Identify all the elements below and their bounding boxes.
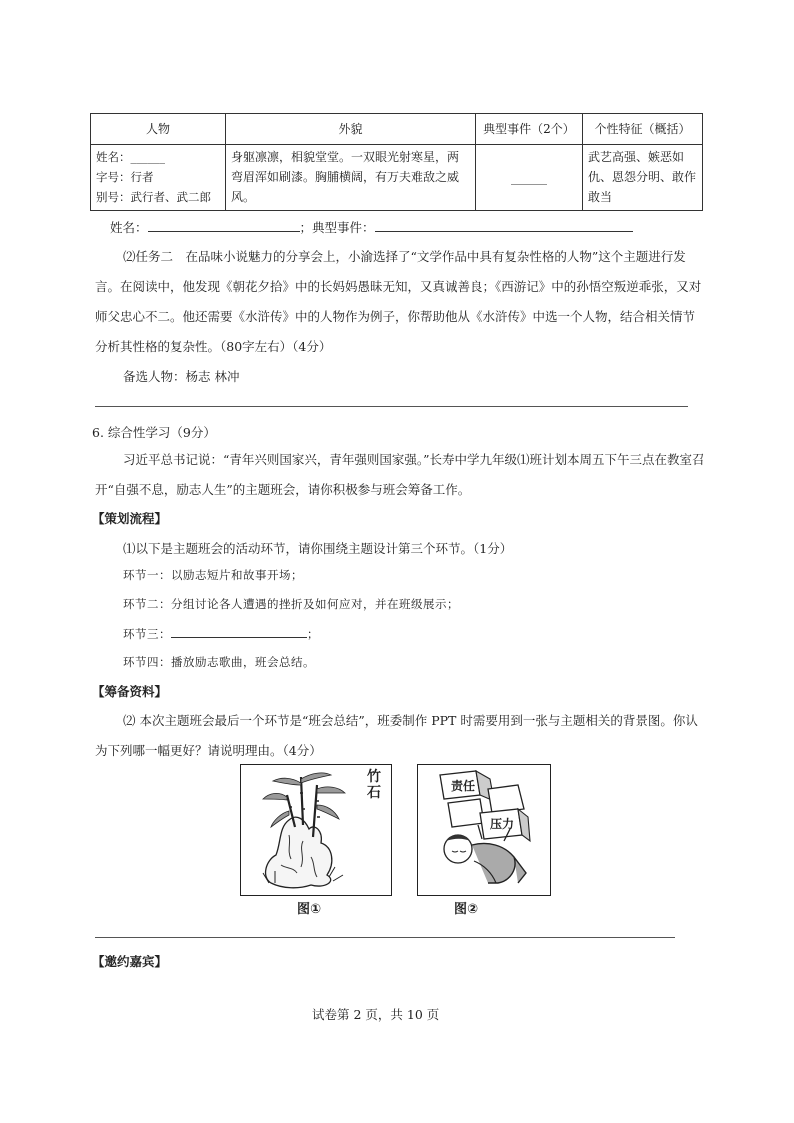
cell-identity [91, 145, 226, 211]
fig1-calligraphy: 竹石 [367, 769, 381, 801]
step-4: 环节四：播放励志歌曲，班会总结。 [123, 655, 315, 669]
q6-title: 6. 综合性学习（9分） [92, 425, 216, 440]
cell-traits: 武艺高强、嫉恶如仇、恩怨分明、敢作敢当 [583, 145, 703, 211]
fill-event-label: ；典型事件： [299, 220, 375, 235]
step-3 [123, 625, 319, 642]
task2-candidates: 备选人物：杨志 林冲 [123, 369, 240, 384]
section-materials: 【筹备资料】 [92, 684, 168, 699]
figure-1-bamboo-rock [240, 764, 392, 896]
q6-sub2: ⑵ 本次主题班会最后一个环节是“班会总结”，班委制作 PPT 时需要用到一张与主题相关的背景图。你认为下列哪一幅更好？请说明理由。（4分） [95, 713, 698, 758]
identity-nickname: 别号：武行者、武二郎 [96, 190, 211, 204]
step-1: 环节一：以励志短片和故事开场； [123, 568, 303, 582]
step-2: 环节二：分组讨论各人遭遇的挫折及如何应对，并在班级展示； [123, 597, 459, 611]
q6-intro: 习近平总书记说：“青年兴则国家兴，青年强则国家强。”长寿中学九年级⑴班计划本周五下午三点在教室召开“自强不息，励志人生”的主题班会，请你积极参与班会筹备工作。 [95, 452, 705, 497]
event-blank[interactable] [375, 219, 633, 232]
step-3-end: ； [307, 627, 319, 641]
header-character: 人物 [91, 114, 226, 145]
person-carrying-boxes-illustration [418, 765, 550, 895]
figure-1-caption: 图① [297, 902, 322, 917]
name-blank[interactable] [148, 219, 300, 232]
identity-name: 姓名：______ [96, 150, 165, 164]
cell-appearance: 身躯凛凛，相貌堂堂。一双眼光射寒星，两弯眉浑如刷漆。胸脯横阔，有万夫难敌之威风。 [226, 145, 476, 211]
fill-name-label: 姓名： [110, 220, 148, 235]
identity-style-name: 字号：行者 [96, 170, 154, 184]
task2-text: ⑵任务二 在品味小说魅力的分享会上，小渝选择了“文学作品中具有复杂性格的人物”这个主题进行发言。在阅读中，他发现《朝花夕拾》中的长妈妈愚昧无知，又真诚善良；《西游记》中的孙悟空叛逆乖张，又对师父忠心不二。他还需要《水浒传》中的人物作为例子，你帮助他从《水浒传》中选一个人物，结合相关情节分析其性格的复杂性。（80字左右）（4分） [95, 249, 702, 354]
box-pressure: 压力 [490, 817, 515, 831]
figure-2-boxes [417, 764, 551, 896]
section-planning: 【策划流程】 [92, 511, 168, 526]
step-3-blank[interactable] [171, 625, 307, 638]
figure-2-caption: 图② [454, 902, 479, 917]
answer-line-1 [95, 406, 688, 407]
fill-line [110, 218, 633, 236]
box-responsibility: 责任 [451, 779, 476, 793]
character-table [90, 113, 703, 211]
events-blank: ______ [511, 170, 547, 185]
cell-events [476, 145, 583, 211]
section-invite-guests: 【邀约嘉宾】 [92, 954, 168, 969]
step-3-label: 环节三： [123, 627, 171, 641]
header-traits: 个性特征（概括） [583, 114, 703, 145]
header-appearance: 外貌 [226, 114, 476, 145]
answer-line-2 [95, 937, 675, 938]
page-footer: 试卷第 2 页，共 10 页 [312, 1007, 440, 1022]
header-events: 典型事件（2个） [476, 114, 583, 145]
q6-sub1: ⑴以下是主题班会的活动环节，请你围绕主题设计第三个环节。（1分） [123, 541, 513, 556]
